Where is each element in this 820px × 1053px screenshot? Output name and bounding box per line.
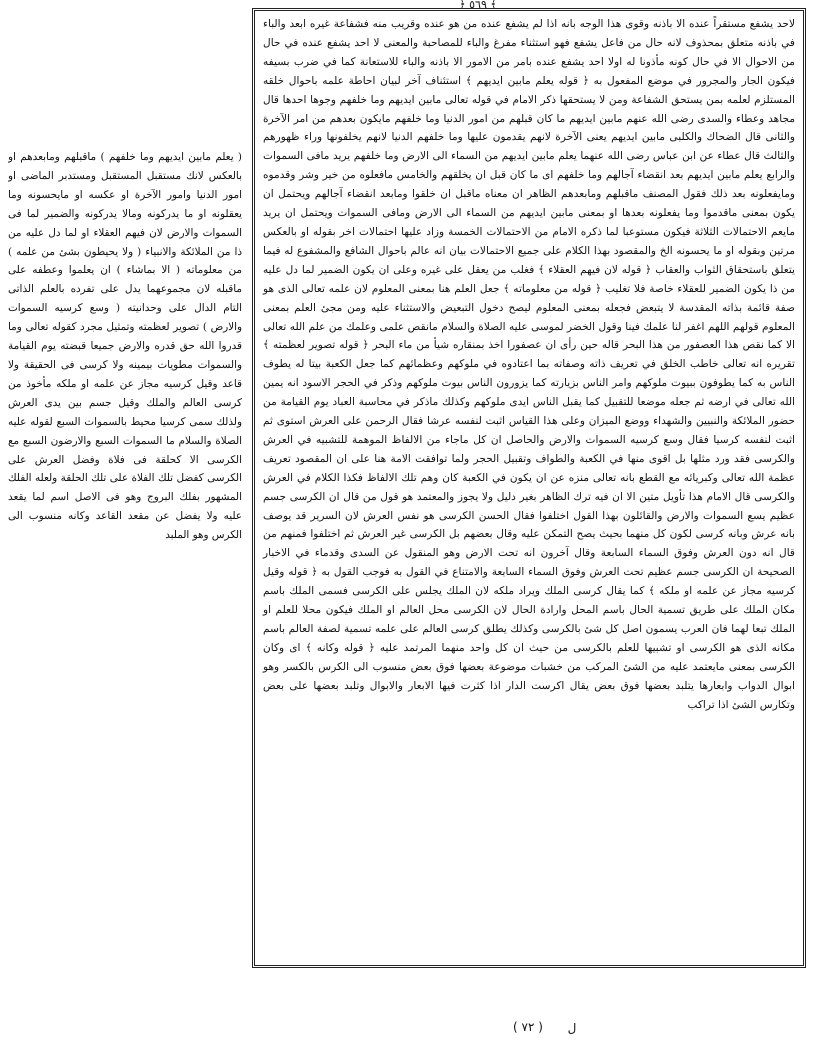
base-text: ( يعلم مابين ايديهم وما خلفهم ) ماقبلهم ومابعدهم او بالعكس لانك مستقبل المستقبل ومستدبر الماضى او امور الدنيا وامور الآخرة او عكسه او مايحسونه وما يعقلونه او ما يدركونه ومالا يدركونه والضمير لما فى السموات والارض لان فيهم العقلاء او لما دل عليه من ذا من الملائكة والانبياء ( ولا يحيطون بشئ من علمه ) من معلوماته ( الا بماشاء ) ان يعلموا وعطفه على ماقبله لان مجموعهما يدل على تفرده بالعلم الذاتى التام الدال على وحدانيته ( وسع كرسيه السموات والارض ) تصوير لعظمته وتمثيل مجرد كقوله تعالى وما قدروا الله حق قدره والارض جميعا قبضته يوم القيامة والسموات مطويات بيمينه ولا كرسى فى الحقيقة ولا قاعد وقيل كرسيه مجاز عن علمه او ملكه مأخوذ من كرسى العالم والملك وقيل جسم بين يدى العرش ولذلك سمى كرسيا محيط بالسموات السبع لقوله عليه الصلاة والسلام ما السموات السبع والارضون السبع مع الكرسى الا كحلقة فى فلاة وفضل العرش على الكرسى كفضل تلك الفلاة على تلك الحلقة ولعله الفلك المشهور بفلك البروج وهو فى الاصل اسم لما يقعد عليه ولا يفضل عن مقعد القاعد وكانه منسوب الى الكرس وهو الملبد <box>8 151 242 542</box>
commentary-frame <box>252 8 806 968</box>
commentary-text: لاحد يشفع مستقراً عنده الا باذنه وقوى هذا الوجه بانه اذا لم يشفع عنده من هو عنده وقريب منه فشفاعة غيره ابعد والباء في باذنه متعلق بمحذوف لانه حال من فاعل يشفع فهو استثناء مفرغ والباء للمصاحبة والمعنى لا احد يشفع عنده في حال من الاحوال الا في حال كونه مأذونا له اولا احد يشفع عنده بامر من الامور الا باذنه والباء للاستعانة كما في ضرب بسيفه فيكون الجار والمجرور في موضع المفعول به ﴿ قوله يعلم مابين ايديهم ﴾ استئناف آخر لبيان احاطة علمه باحوال خلقه المستلزم لعلمه بمن يستحق الشفاعة ومن لا يستحقها ذكر الامام في قوله تعالى مابين ايديهم وما خلفهم وجوها احدها قال مجاهد وعطاء والسدى رضى الله عنهم مابين ايديهم ما كان قبلهم من امور الدنيا وما خلفهم مايكون بعدهم من امر الآخرة والثانى قال الضحاك والكلبى مابين ايديهم يعنى الآخرة لانهم يقدمون عليها وما خلفهم الدنيا لانهم يخلفونها وراء ظهورهم والثالث قال عطاء عن ابن عباس رضى الله عنهما يعلم مابين ايديهم من السماء الى الارض وما خلفهم يريد مافى السموات والرابع يعلم مابين ايديهم بعد انقضاء آجالهم وما خلفهم اى ما كان قبل ان يخلقهم والخامس مافعلوه من خير وشر وقدموه ومايفعلونه بعد ذلك فقول المصنف ماقبلهم ومابعدهم الظاهر ان معناه ماقبل ان خلقوا ومابعد انقضاء آجالهم ويحتمل ان يكون بمعنى ماقدموا وما يفعلونه بعدها او بمعنى مابين ايديهم من السماء الى الارض ومافى السموات ويحتمل ان يريد مايعم الاحتمالات الثلاثة فيكون مستوعبا لما ذكره الامام من الاحتمالات الخمسة وزاد عليها احتمالات اخر بقوله او بالعكس مرتين وبقوله او ما يحسونه الخ والمقصود بهذا الكلام على جميع الاحتمالات بيان انه عالم باحوال الشافع والمشفوع له فيما يتعلق باستحقاق الثواب والعقاب ﴿ قوله لان فيهم العقلاء ﴾ فغلب من يعقل على غيره وعلى ان يكون الضمير لما دل عليه من ذا يكون الضمير للعقلاء خاصة فلا تغليب ﴿ قوله من معلوماته ﴾ جعل العلم هنا بمعنى المعلوم لان علمه تعالى الذى هو صفة قائمة بذاته المقدسة لا يتبعض فجعله بمعنى المعلوم ليصح دخول التبعيض والاستثناء عليه ومن مجئ العلم بمعنى المعلوم قولهم اللهم اغفر لنا علمك فينا وقول الخضر لموسى عليه الصلاة والسلام مانقص علمى وعلمك من علم الله تعالى الا كما نقص هذا العصفور من هذا البحر قاله حين رأى ان عصفورا اخذ بمنقاره شيأ من ماء البحر ﴿ قوله تصوير لعظمته ﴾ تقريره انه تعالى خاطب الخلق في تعريف ذاته وصفاته بما اعتادوه في ملوكهم وعظمائهم كما جعل الكعبة بيتا له يطوف الناس به كما يطوفون ببيوت ملوكهم وامر الناس بزيارته كما يزورون الناس بيوت ملوكهم وذكر في الحجر الاسود انه يمين الله تعالى في ارضه ثم جعله موضعا للتقبيل كما يقبل الناس ايدى ملوكهم وكذلك ماذكر في محاسبة العباد يوم القيامة من حضور الملائكة والنبيين والشهداء ووضع الميزان وعلى هذا القياس اثبت لنفسه عرشا فقال الرحمن على العرش استوى ثم اثبت لنفسه كرسيا فقال وسع كرسيه السموات والارض والحاصل ان كل ماجاء من الالفاظ الموهمة للتشبيه في العرش والكرسى فقد ورد مثلها بل اقوى منها في الكعبة والطواف وتقبيل الحجر ولما توافقت الامة هنا على ان المقصود تعريف عظمة الله تعالى وكبريائه مع القطع بانه تعالى منزه عن ان يكون في الكعبة كان وهم تلك الالفاظ فكذا الكلام في العرش والكرسى قال الامام هذا تأويل متين الا ان فيه ترك الظاهر بغير دليل ولا يجوز والمعتمد هو قول من قال ان الكرسى جسم عظيم يسع السموات والارض والقائلون بهذا القول اختلفوا فقال الحسن الكرسى هو نفس العرش لان السرير قد يوصف بانه عرش وبانه كرسى لكون كل منهما بحيث يصح التمكن عليه وقال بعضهم بل الكرسى غير العرش ثم اختلفوا فمنهم من قال انه دون العرش وفوق السماء السابعة وقال آخرون انه تحت الارض وهو المنقول عن السدى وقدماء في الاخبار الصحيحة ان الكرسى جسم عظيم تحت العرش وفوق السماء السابعة والامتناع في القول به فوجب القول به ﴿ قوله وقيل كرسيه مجاز عن علمه او ملكه ﴾ كما يقال كرسى الملك ويراد ملكه لان الملك يجلس على الكرسى فسمى الملك باسم مكان الملك على طريق تسمية الحال باسم المحل وارادة الحال لان الكرسى محل العالم او الملك فيكون محلا للعلم او الملك تبعا لهما فان العرب يسمون اصل كل شئ بالكرسى وكذلك يطلق كرسى العالم على علمه تسمية لصفة العالم باسم مكانه الذى هو الكرسى او تشبيها للعلم بالكرسى من حيث ان كل واحد منهما المرتمد عليه ﴿ قوله وكانه ﴾ اى وكان الكرسى بمعنى مايعتمد عليه من الشئ المركب من خشبات موضوعة بعضها فوق بعض منسوب الى الكرس بالكسر وهو ابوال الدواب وابعارها يتلبد بعضها فوق بعض يقال اكرست الدار اذا كثرت فيها الابعار والابوال وتلبد بعضها على بعض وتكارس الشئ اذا تراكب <box>263 18 795 711</box>
page-top-ornament: ﴾ ٥٦٩ ﴿ <box>459 0 497 11</box>
page-number: ( ٧٢ ) <box>513 1020 543 1034</box>
base-text-column <box>8 148 242 708</box>
signature-mark: ل <box>567 1021 577 1035</box>
